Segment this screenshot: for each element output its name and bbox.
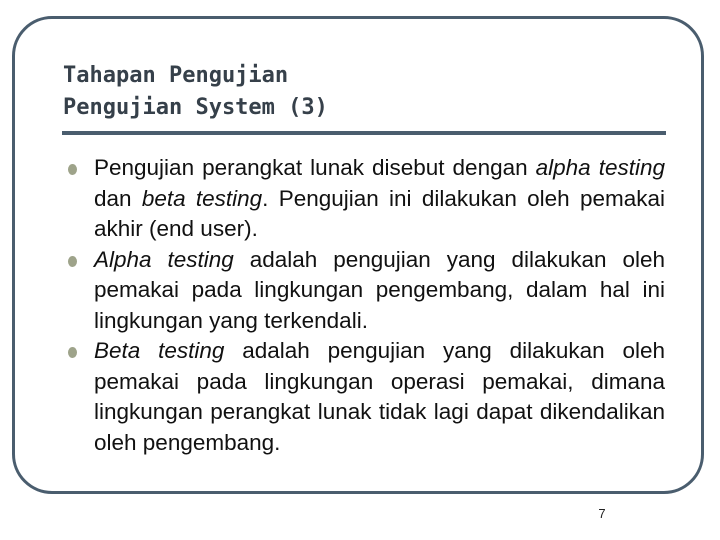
bullet-text xyxy=(94,338,665,455)
bullet-text-segment: dan xyxy=(94,185,142,211)
bullet-text-segment: Alpha testing xyxy=(94,246,234,272)
bullet-item xyxy=(62,153,665,245)
bullet-dot-icon xyxy=(68,256,77,267)
bullet-text xyxy=(94,155,665,241)
bullet-dot-icon xyxy=(68,347,77,358)
bullet-text xyxy=(94,247,665,333)
bullet-text-segment: Beta testing xyxy=(94,338,225,363)
bullet-text-segment: Pengujian perangkat lunak disebut dengan xyxy=(94,155,536,180)
bullet-text-segment: alpha testing xyxy=(535,155,665,180)
bullet-item xyxy=(62,336,665,458)
title-divider xyxy=(62,131,666,135)
slide-title xyxy=(63,60,663,124)
bullet-text-segment: beta testing xyxy=(141,185,263,211)
bullet-dot-icon xyxy=(68,164,77,175)
bullet-text-segment: adalah pengujian yang dilakukan oleh pemakai pada lingkungan pengembang, dalam hal ini lingkungan yang terkendali. xyxy=(94,246,666,333)
bullet-list xyxy=(62,153,665,458)
slide-title-line-2: Pengujian System (3) xyxy=(63,95,328,120)
bullet-text-segment: adalah pengujian yang dilakukan oleh pemakai pada lingkungan operasi pemakai, dimana lingkungan perangkat lunak tidak lagi dapat dikendalikan oleh pengembang. xyxy=(94,338,665,455)
slide-title-line-1: Tahapan Pengujian xyxy=(63,63,289,88)
page-number: 7 xyxy=(598,506,606,521)
bullet-item xyxy=(62,245,665,337)
bullet-text-segment: . Pengujian ini dilakukan oleh pemakai akhir (end user). xyxy=(94,185,665,241)
